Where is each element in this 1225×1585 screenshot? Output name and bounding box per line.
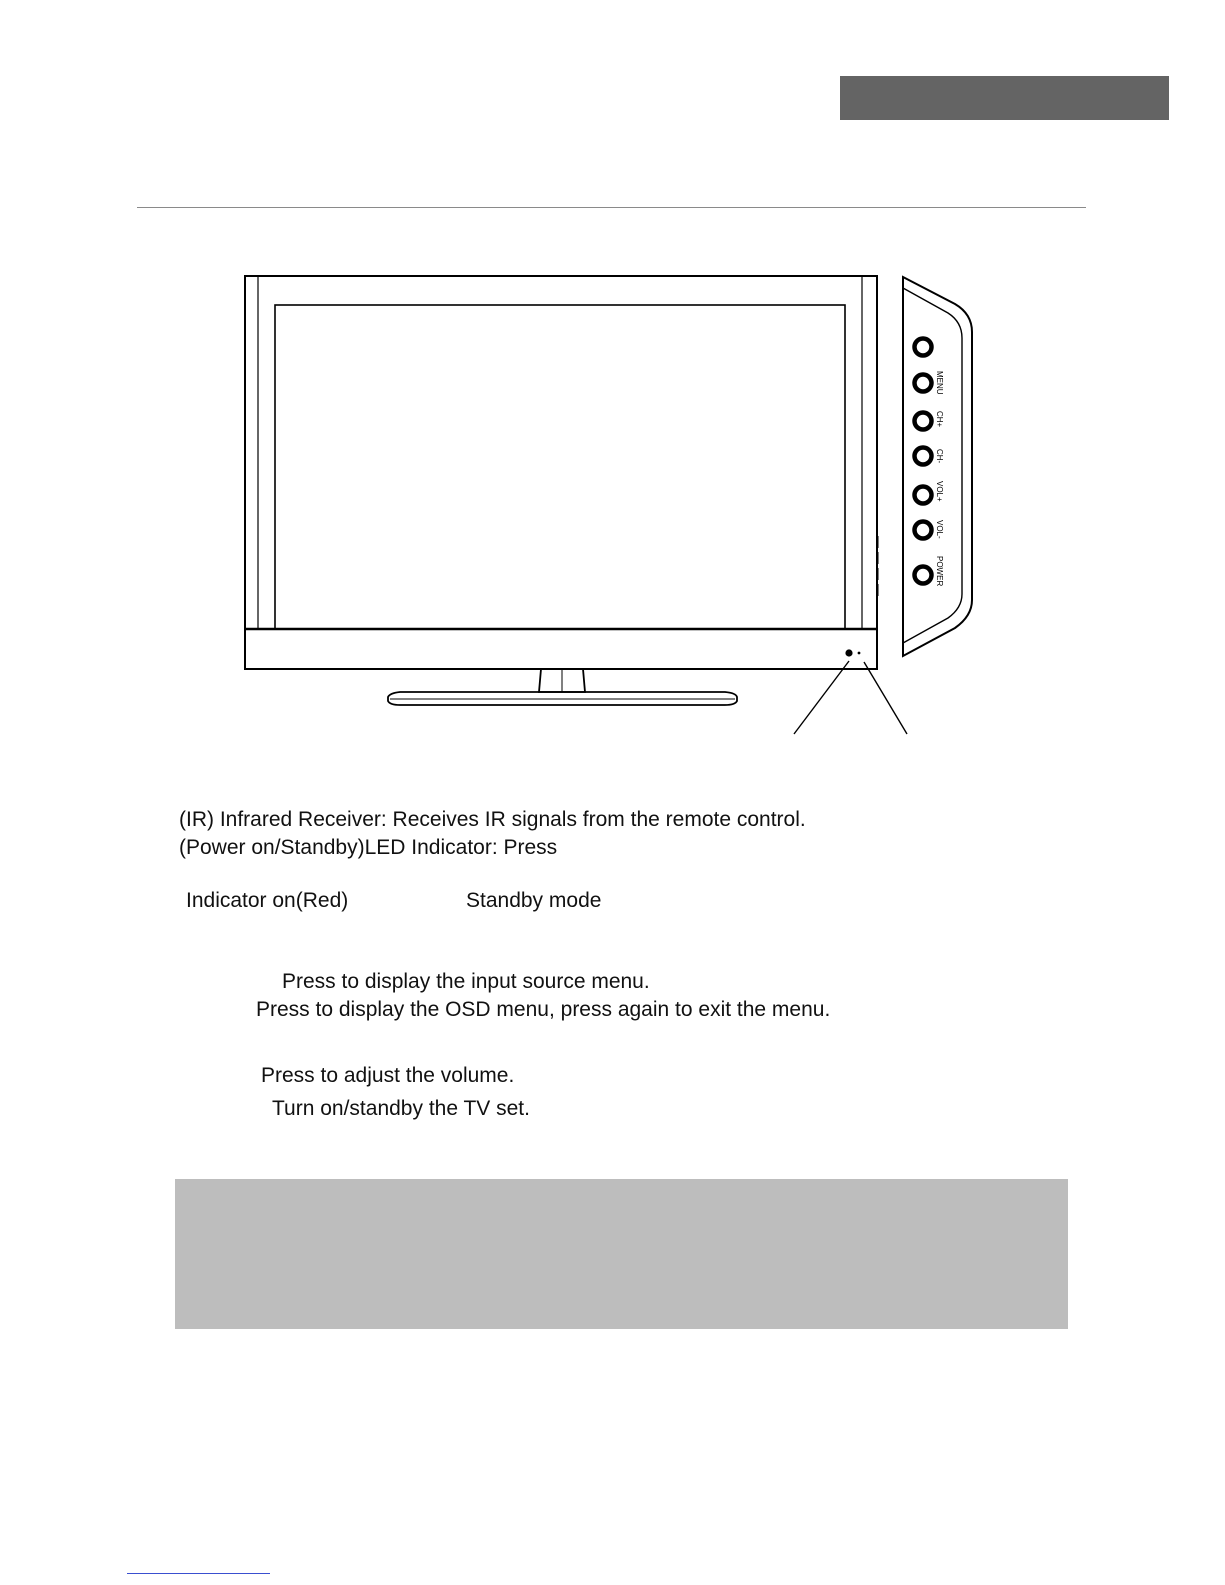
side-button-power (915, 567, 932, 584)
ir-receiver-description: (IR) Infrared Receiver: Receives IR signals from the remote control. (179, 808, 806, 831)
footer-link-underline[interactable] (127, 1573, 270, 1574)
side-button-ch-minus (915, 448, 932, 465)
side-label-ch-minus: CH- (935, 449, 944, 464)
side-button-ch-plus (915, 413, 932, 430)
tv-diagram (0, 0, 1225, 760)
side-button-vol-minus (915, 522, 932, 539)
side-button-menu (915, 375, 932, 392)
tv-front (245, 276, 878, 669)
side-label-vol-minus: VOL- (935, 520, 944, 539)
indicator-mode: Standby mode (466, 889, 602, 912)
tv-outer-frame (245, 276, 877, 669)
side-label-vol-plus: VOL+ (935, 481, 944, 502)
led-indicator-dot (858, 652, 861, 655)
side-panel-labels (935, 371, 944, 586)
side-label-ch-plus: CH+ (935, 411, 944, 428)
callout-lines (794, 661, 907, 734)
menu-button-description: Press to display the OSD menu, press again to exit the menu. (256, 998, 831, 1021)
tv-stand (388, 669, 737, 705)
power-button-description: Turn on/standby the TV set. (272, 1097, 530, 1120)
source-button-description: Press to display the input source menu. (282, 970, 650, 993)
side-label-menu: MENU (935, 371, 944, 395)
side-label-power: POWER (935, 556, 944, 587)
side-button-vol-plus (915, 487, 932, 504)
led-indicator-description: (Power on/Standby)LED Indicator: Press (179, 836, 558, 859)
tv-screen (275, 305, 845, 629)
side-panel-buttons (915, 339, 932, 584)
ir-receiver-dot (845, 649, 852, 656)
side-button-1 (915, 339, 932, 356)
tv-side-panel (903, 277, 972, 656)
indicator-state: Indicator on(Red) (186, 889, 349, 912)
volume-button-description: Press to adjust the volume. (261, 1064, 515, 1087)
note-box (175, 1179, 1068, 1329)
